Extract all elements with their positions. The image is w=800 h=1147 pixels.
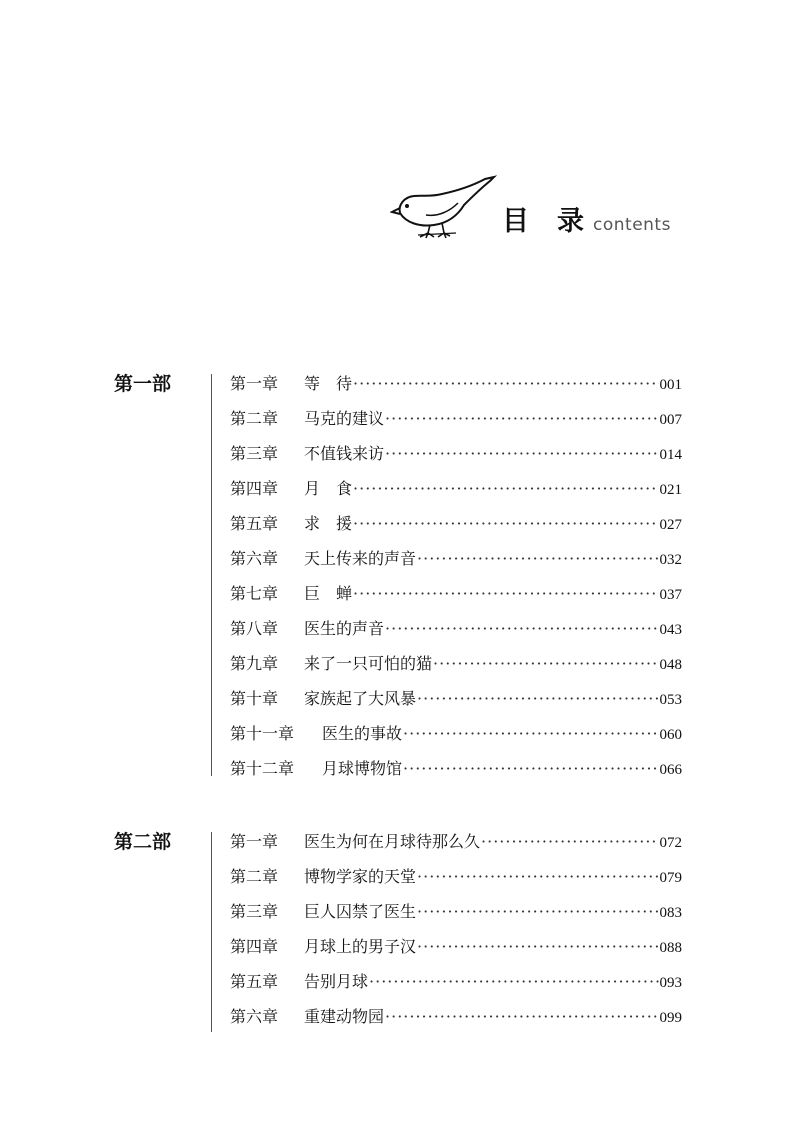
chapter-number: 第二章 — [230, 409, 279, 428]
toc-entry[interactable] — [230, 512, 682, 547]
chapter-number: 第三章 — [230, 902, 279, 921]
chapter-number: 第六章 — [230, 1007, 279, 1026]
chapter-number: 第九章 — [230, 654, 279, 673]
toc-entry[interactable] — [230, 830, 682, 865]
dot-leader — [417, 900, 658, 924]
toc-entry[interactable] — [230, 757, 682, 792]
toc-entry[interactable] — [230, 582, 682, 617]
chapter-number: 第十一章 — [230, 724, 295, 743]
page-number: 088 — [659, 940, 682, 956]
toc-entry[interactable] — [230, 1005, 682, 1040]
chapter-title: 博物学家的天堂 — [304, 867, 417, 886]
chapter-title: 求 援 — [304, 514, 353, 533]
dot-leader — [417, 865, 658, 889]
chapter-title: 告别月球 — [304, 972, 369, 991]
page-number: 007 — [659, 412, 682, 428]
dot-leader — [385, 617, 658, 641]
chapter-title: 医生为何在月球待那么久 — [304, 832, 481, 851]
part-divider — [211, 832, 212, 1032]
page-number: 043 — [659, 622, 682, 638]
page-number: 037 — [659, 587, 682, 603]
chapter-title: 医生的声音 — [304, 619, 385, 638]
chapter-number: 第八章 — [230, 619, 279, 638]
toc-entry[interactable] — [230, 935, 682, 970]
dot-leader — [433, 652, 658, 676]
chapter-number: 第十章 — [230, 689, 279, 708]
toc-subtitle: contents — [593, 215, 671, 235]
dot-leader — [385, 442, 658, 466]
chapter-number: 第四章 — [230, 937, 279, 956]
chapter-title: 月球博物馆 — [322, 759, 403, 778]
chapter-title: 重建动物园 — [304, 1007, 385, 1026]
page-number: 083 — [659, 905, 682, 921]
page-number: 093 — [659, 975, 682, 991]
chapter-title: 月 食 — [304, 479, 353, 498]
dot-leader — [353, 582, 658, 606]
dot-leader — [353, 477, 658, 501]
page-number: 072 — [659, 835, 682, 851]
page-number: 053 — [659, 692, 682, 708]
page-number: 001 — [659, 377, 682, 393]
chapter-title: 月球上的男子汉 — [304, 937, 417, 956]
chapter-title: 巨 蝉 — [304, 584, 353, 603]
chapter-title: 马克的建议 — [304, 409, 385, 428]
toc-list — [230, 830, 682, 1040]
toc-entry[interactable] — [230, 722, 682, 757]
chapter-number: 第六章 — [230, 549, 279, 568]
page-number: 066 — [659, 762, 682, 778]
dot-leader — [385, 1005, 658, 1029]
toc-entry[interactable] — [230, 372, 682, 407]
toc-entry[interactable] — [230, 477, 682, 512]
chapter-number: 第二章 — [230, 867, 279, 886]
chapter-number: 第四章 — [230, 479, 279, 498]
chapter-title: 天上传来的声音 — [304, 549, 417, 568]
chapter-number: 第一章 — [230, 832, 279, 851]
toc-entry[interactable] — [230, 617, 682, 652]
chapter-title: 家族起了大风暴 — [304, 689, 417, 708]
chapter-number: 第三章 — [230, 444, 279, 463]
chapter-number: 第七章 — [230, 584, 279, 603]
page-number: 079 — [659, 870, 682, 886]
chapter-title: 医生的事故 — [322, 724, 403, 743]
dot-leader — [417, 935, 658, 959]
chapter-title: 巨人囚禁了医生 — [304, 902, 417, 921]
chapter-number: 第一章 — [230, 374, 279, 393]
toc-title: 目录 — [502, 206, 612, 237]
toc-entry[interactable] — [230, 547, 682, 582]
dot-leader — [403, 757, 658, 781]
chapter-title: 等 待 — [304, 374, 353, 393]
chapter-number: 第十二章 — [230, 759, 295, 778]
toc-entry[interactable] — [230, 442, 682, 477]
toc-entry[interactable] — [230, 687, 682, 722]
toc-header — [390, 175, 710, 245]
chapter-title: 来了一只可怕的猫 — [304, 654, 433, 673]
dot-leader — [353, 372, 658, 396]
chapter-number: 第五章 — [230, 514, 279, 533]
part-label: 第一部 — [114, 373, 172, 395]
toc-list — [230, 372, 682, 792]
page-number: 014 — [659, 447, 682, 463]
toc-entry[interactable] — [230, 865, 682, 900]
page-number: 048 — [659, 657, 682, 673]
chapter-number: 第五章 — [230, 972, 279, 991]
chapter-title: 不值钱来访 — [304, 444, 385, 463]
part-label: 第二部 — [114, 831, 172, 853]
dot-leader — [353, 512, 658, 536]
dot-leader — [417, 687, 658, 711]
dot-leader — [385, 407, 658, 431]
page-number: 060 — [659, 727, 682, 743]
toc-entry[interactable] — [230, 407, 682, 442]
part-divider — [211, 374, 212, 776]
toc-entry[interactable] — [230, 652, 682, 687]
toc-entry[interactable] — [230, 900, 682, 935]
dot-leader — [417, 547, 658, 571]
bird-icon — [390, 175, 500, 243]
page-number: 032 — [659, 552, 682, 568]
toc-entry[interactable] — [230, 970, 682, 1005]
dot-leader — [403, 722, 658, 746]
dot-leader — [369, 970, 658, 994]
page-number: 021 — [659, 482, 682, 498]
page-number: 099 — [659, 1010, 682, 1026]
dot-leader — [481, 830, 658, 854]
page-number: 027 — [659, 517, 682, 533]
